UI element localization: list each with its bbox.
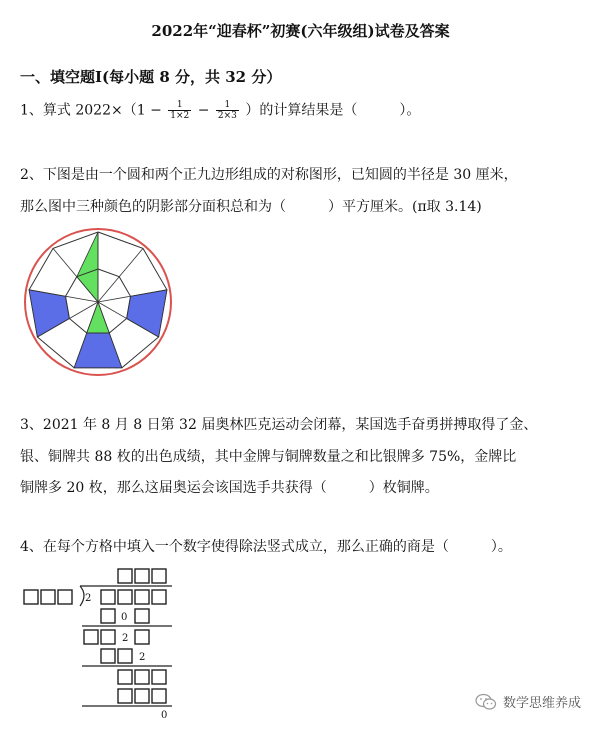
digit-box bbox=[135, 630, 149, 644]
digit-box bbox=[101, 590, 115, 604]
digit-box bbox=[24, 590, 38, 604]
digit-box bbox=[152, 569, 166, 583]
digit-box bbox=[118, 590, 132, 604]
digit-box bbox=[101, 630, 115, 644]
nonagon-figure bbox=[22, 226, 174, 378]
digit-box bbox=[118, 569, 132, 583]
q1-suffix: ）的计算结果是（ ）。 bbox=[245, 102, 421, 119]
given-digit: 2 bbox=[122, 633, 129, 644]
given-digit: 0 bbox=[161, 710, 168, 721]
digit-box bbox=[58, 590, 72, 604]
digit-box bbox=[152, 670, 166, 684]
watermark bbox=[475, 692, 581, 715]
digit-box bbox=[135, 609, 149, 623]
watermark-text: 数学思维养成 bbox=[502, 696, 581, 711]
given-digit: 0 bbox=[121, 612, 128, 623]
page-title: 2022年“迎春杯”初赛(六年级组)试卷及答案 bbox=[151, 22, 450, 40]
wechat-icon bbox=[475, 693, 497, 715]
digit-box bbox=[135, 590, 149, 604]
q1-minus: − bbox=[197, 102, 210, 119]
q2-line-1: 2、下图是由一个圆和两个正九边形组成的对称图形，已知圆的半径是 30 厘米， bbox=[20, 167, 518, 183]
digit-box bbox=[135, 689, 149, 703]
q1-prefix: 1、算式 2022×（1 − bbox=[20, 102, 162, 119]
digit-box bbox=[118, 689, 132, 703]
section-heading: 一、填空题Ⅰ(每小题 8 分，共 32 分） bbox=[20, 68, 282, 86]
q1-frac2-den: 2×3 bbox=[217, 111, 237, 121]
q1-frac1-num: 1 bbox=[168, 100, 191, 111]
q2-line-2: 那么图中三种颜色的阴影部分面积总和为（ ）平方厘米。(π取 3.14) bbox=[20, 199, 482, 215]
digit-box bbox=[152, 689, 166, 703]
question-1 bbox=[20, 100, 420, 121]
q1-fraction-2 bbox=[216, 100, 239, 121]
division-bracket bbox=[80, 586, 84, 606]
given-digit: 2 bbox=[139, 652, 146, 663]
digit-box bbox=[135, 569, 149, 583]
q4-line-1: 4、在每个方格中填入一个数字使得除法竖式成立，那么正确的商是（ ）。 bbox=[20, 539, 512, 555]
q1-fraction-1 bbox=[168, 100, 191, 121]
digit-box bbox=[118, 649, 132, 663]
q3-line-3: 铜牌多 20 枚，那么这届奥运会该国选手共获得（ ）枚铜牌。 bbox=[20, 480, 439, 496]
q3-line-1: 3、2021 年 8 月 8 日第 32 届奥林匹克运动会闭幕，某国选手奋勇拼搏取得了金、 bbox=[20, 417, 538, 433]
q1-frac2-num: 1 bbox=[216, 100, 239, 111]
given-digit: 2 bbox=[85, 593, 92, 604]
digit-box bbox=[84, 630, 98, 644]
q1-frac1-den: 1×2 bbox=[170, 111, 190, 121]
digit-box bbox=[101, 609, 115, 623]
digit-box bbox=[118, 670, 132, 684]
q3-line-2: 银、铜牌共 88 枚的出色成绩，其中金牌与铜牌数量之和比银牌多 75%，金牌比 bbox=[20, 449, 517, 465]
digit-box bbox=[41, 590, 55, 604]
long-division-puzzle bbox=[18, 564, 188, 726]
digit-box bbox=[101, 649, 115, 663]
digit-box bbox=[135, 670, 149, 684]
digit-box bbox=[152, 590, 166, 604]
